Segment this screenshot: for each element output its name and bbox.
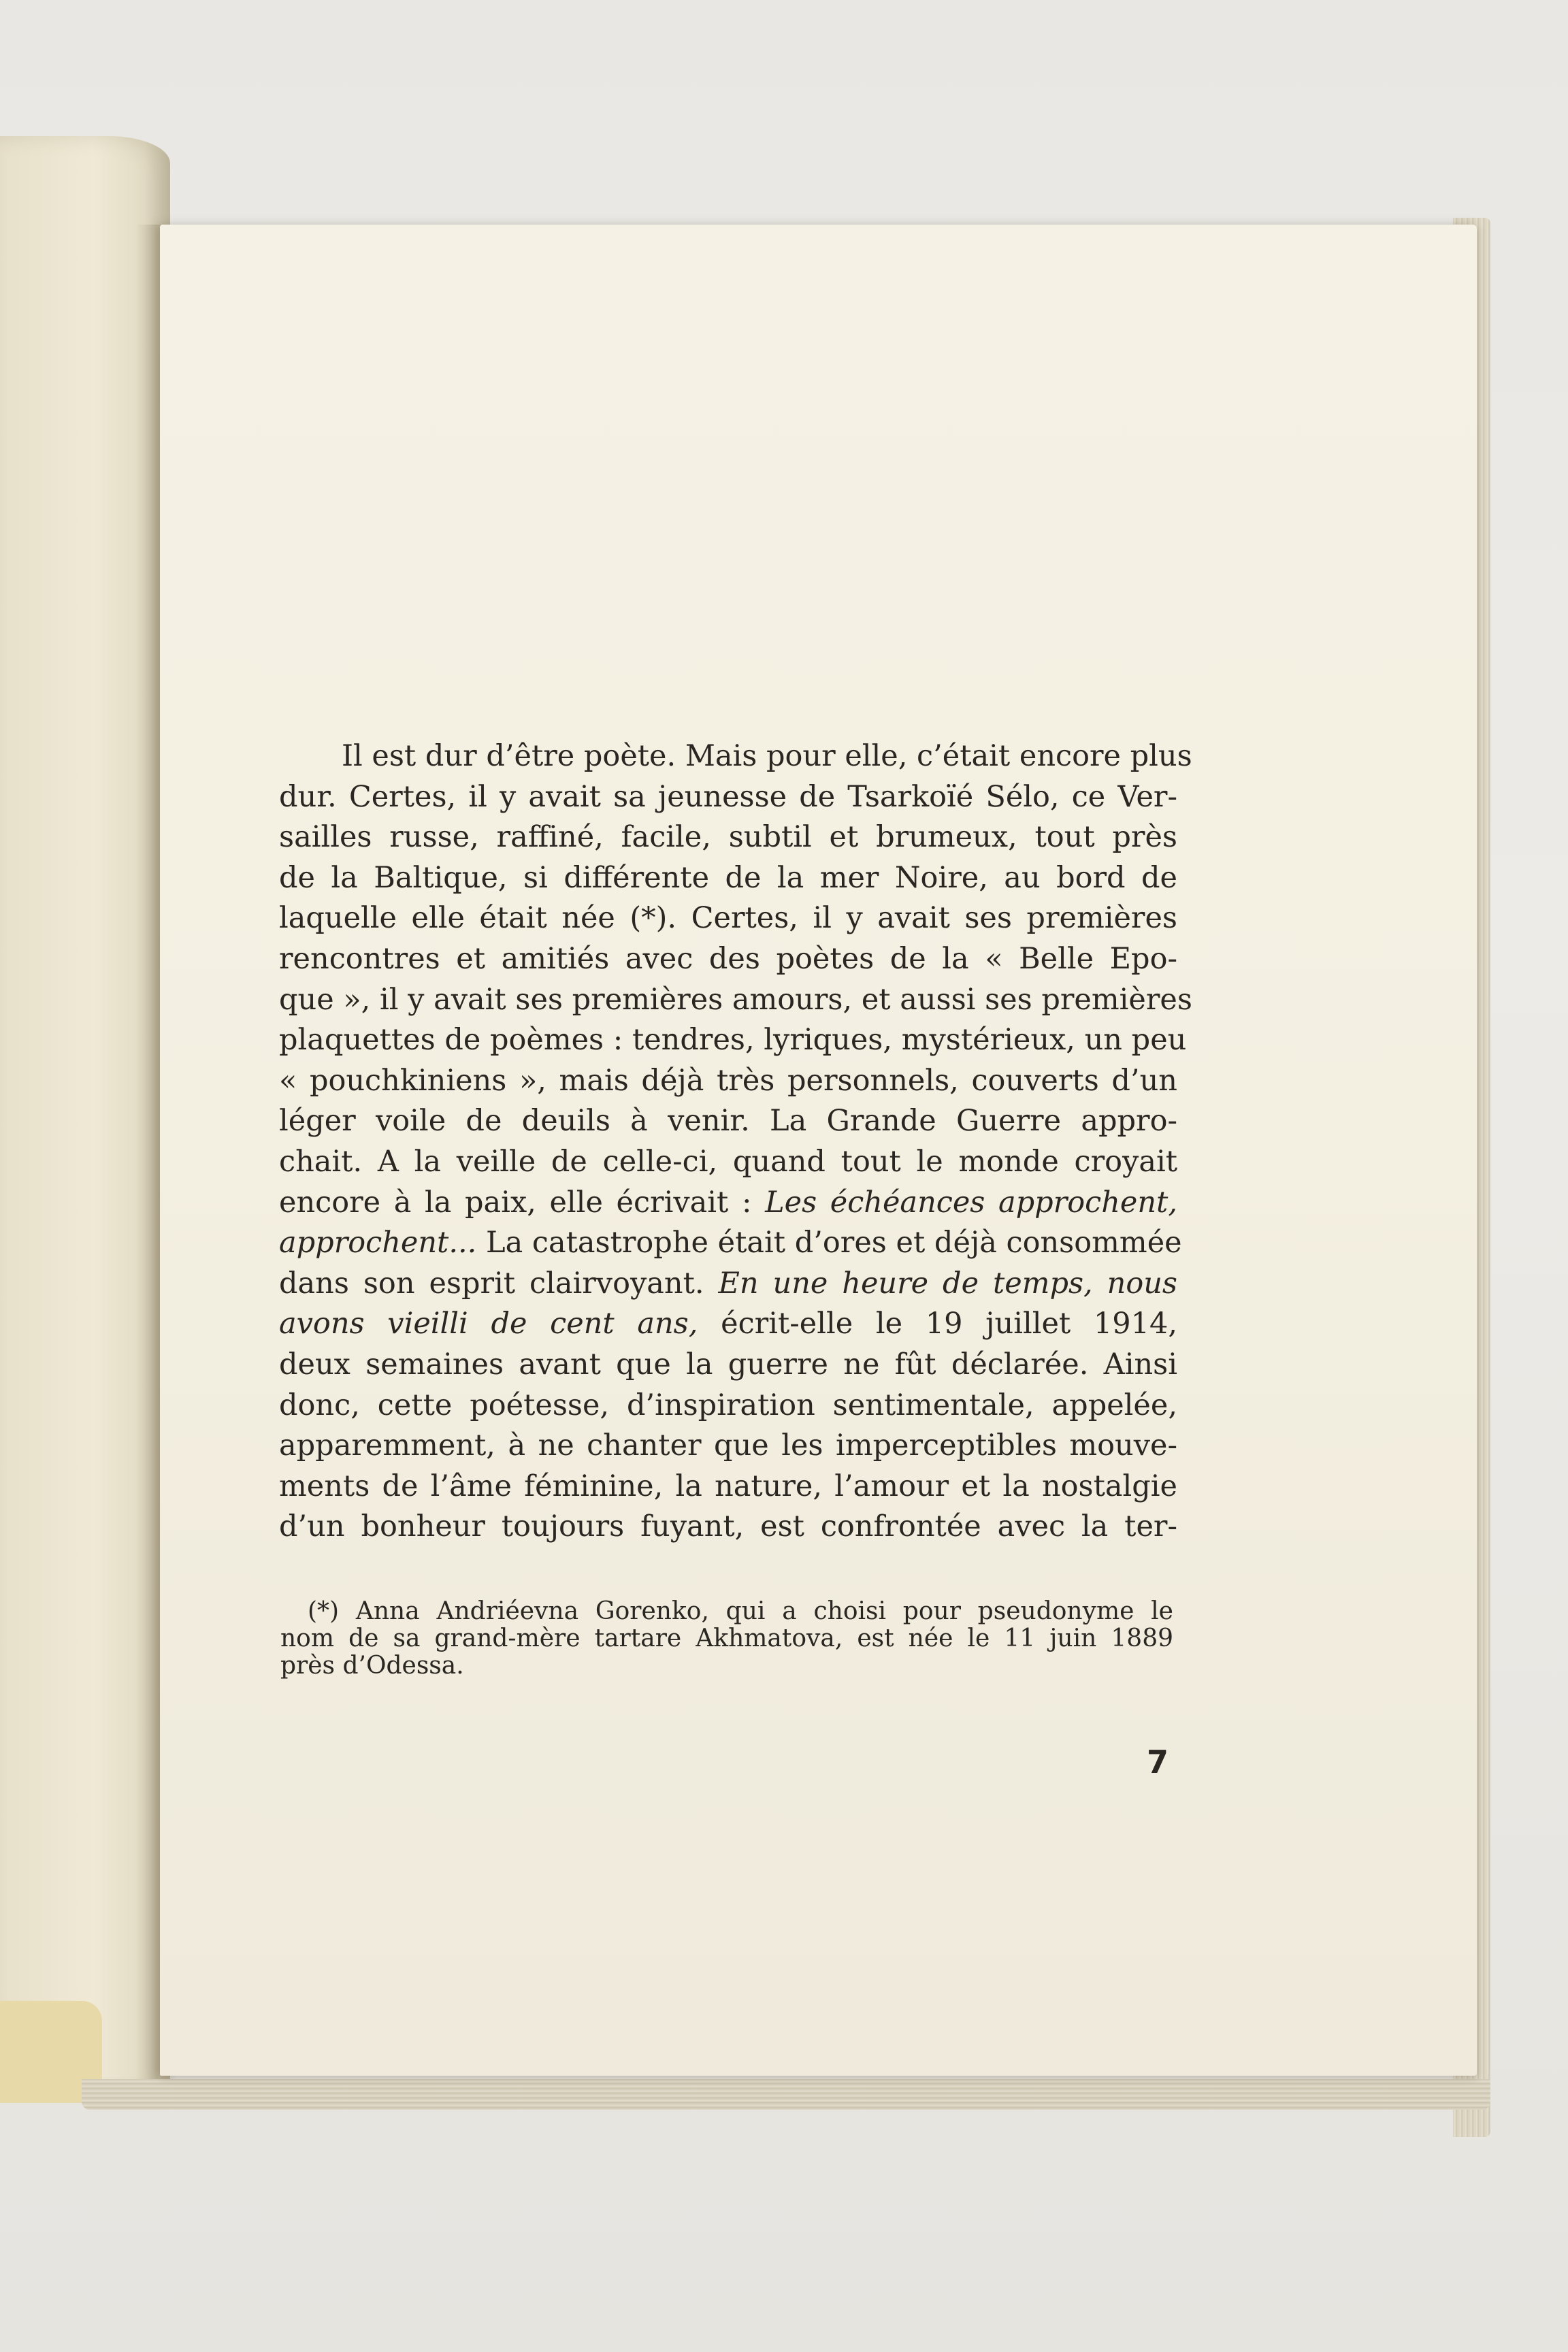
- text-line: laquelle elle était née (*). Certes, il y avait ses premières: [279, 901, 1177, 936]
- text-line: léger voile de deuils à venir. La Grande Guerre appro-: [279, 1104, 1177, 1139]
- text-segment: dans son esprit clairvoyant.: [279, 1266, 719, 1301]
- text-line: que », il y avait ses premières amours, et aussi ses premières: [279, 982, 1192, 1017]
- footnote-line: (*) Anna Andriéevna Gorenko, qui a choisi pour pseudonyme le: [308, 1597, 1173, 1625]
- text-line: donc, cette poétesse, d’inspiration sentimentale, appelée,: [279, 1388, 1177, 1422]
- text-line: « pouchkiniens », mais déjà très personnels, couverts d’un: [279, 1063, 1177, 1098]
- footnote-line: près d’Odessa.: [280, 1652, 464, 1680]
- footnote-line: nom de sa grand-mère tartare Akhmatova, est née le 11 juin 1889: [280, 1624, 1173, 1652]
- text-line: chait. A la veille de celle-ci, quand tout le monde croyait: [279, 1144, 1177, 1179]
- italic-quote: En une heure de temps, nous: [718, 1266, 1177, 1301]
- italic-quote: approchent...: [279, 1226, 477, 1260]
- text-line: Il est dur d’être poète. Mais pour elle, c’était encore plus: [342, 739, 1192, 773]
- text-line: rencontres et amitiés avec des poètes de la « Belle Epo-: [279, 941, 1177, 976]
- text-line: [279, 1223, 1182, 1264]
- bottom-page-edge: [82, 2079, 1490, 2110]
- text-line: [279, 1264, 1177, 1305]
- text-line: sailles russe, raffiné, facile, subtil et brumeux, tout près: [279, 820, 1177, 855]
- text-line: deux semaines avant que la guerre ne fût déclarée. Ainsi: [279, 1347, 1177, 1382]
- italic-quote: avons vieilli de cent ans,: [279, 1307, 698, 1341]
- text-line: d’un bonheur toujours fuyant, est confrontée avec la ter-: [279, 1509, 1177, 1544]
- text-line: [279, 1183, 1177, 1224]
- text-line: plaquettes de poèmes : tendres, lyriques, mystérieux, un peu: [279, 1023, 1187, 1058]
- text-line: apparemment, à ne chanter que les imperceptibles mouve-: [279, 1428, 1177, 1463]
- text-line: de la Baltique, si différente de la mer Noire, au bord de: [279, 860, 1177, 895]
- text-segment: encore à la paix, elle écrivait :: [279, 1185, 766, 1220]
- footnote: [280, 1598, 1173, 1680]
- text-line: dur. Certes, il y avait sa jeunesse de Tsarkoïé Sélo, ce Ver-: [279, 779, 1177, 814]
- text-segment: écrit-elle le 19 juillet 1914,: [698, 1307, 1177, 1341]
- italic-quote: Les échéances approchent,: [765, 1185, 1177, 1220]
- text-line: ments de l’âme féminine, la nature, l’amour et la nostalgie: [279, 1469, 1177, 1503]
- body-paragraph: [279, 736, 1192, 1548]
- page-number: 7: [1147, 1744, 1169, 1780]
- text-line: [279, 1304, 1177, 1345]
- text-segment: La catastrophe était d’ores et déjà consommée: [476, 1226, 1182, 1260]
